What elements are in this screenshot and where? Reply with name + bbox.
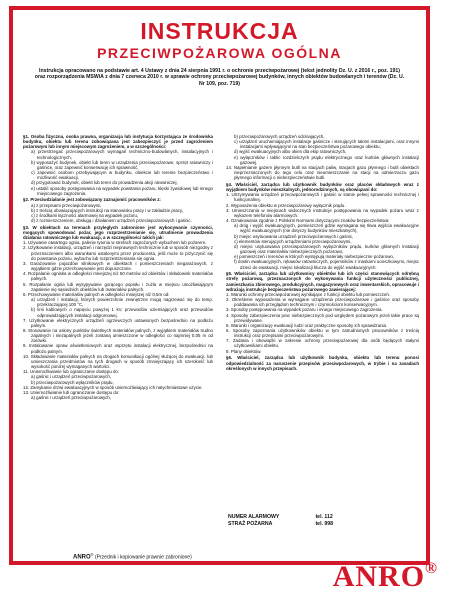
section-heading — [23, 225, 213, 240]
section-item: 9. Instalowanie opraw oświetleniowych oraz osprzętu instalacji elektrycznej, bezpośrednio na podłożu palnym. — [23, 343, 213, 354]
section-item: e) pomieszczeń i terenów w których występują materiały niebezpieczne pożarowo, — [234, 254, 395, 260]
section-item: 6. Przechowywanie materiałów palnych w odległości mniejszej niż 0,5m od: — [23, 291, 170, 297]
section-item: b) przeciwpożarowych urządzeń odcinających, — [234, 134, 325, 139]
section-item: 7. Zadania i obowiązki w zakresie ochrony przeciwpożarowej dla osób będących stałymi użytkownikami obiektu. — [226, 338, 419, 349]
section-number: §5. — [226, 271, 233, 277]
sign-footer — [73, 552, 192, 561]
section-heading — [226, 355, 419, 370]
brand-reg-mark: ® — [425, 560, 438, 577]
section-item: 1. Warunki ochrony przeciwpożarowej wynikające z funkcji obiektu lub pomieszczeń. — [226, 291, 391, 297]
section-item: 5. Warunki i organizację ewakuacji ludzi oraz praktyczne sposoby ich sprawdzania. — [226, 322, 388, 328]
phone-value: tel. 112 — [315, 514, 333, 520]
footer-logo: ANRO — [73, 554, 91, 561]
section-heading-text: Osoba fizyczna, osoba prawna, organizacja lub instytucja korzystająca ze środowiska budynku, obiektu lub terenu zobowiązana jest zabezpieczyć je przed zagrożeniem pożarowym lub innym miejscowym zagrożeniem, a w szczególności: — [23, 134, 213, 150]
section — [226, 355, 419, 370]
brand-name: ANRO — [332, 560, 426, 593]
brand-logo — [333, 560, 438, 594]
section — [23, 225, 213, 400]
sign-title: INSTRUKCJA — [140, 18, 299, 44]
phone-row-alarm — [228, 514, 333, 521]
section-heading-text: Właściciel, zarządca lub użytkownik budynku, obiektu lub terenu ponosi odpowiedzialność za naruszenie przepisów przeciwpożarowych, w trybie i na zasadach określonych w innych przepisach. — [226, 355, 419, 371]
instruction-sign — [9, 6, 430, 565]
left-column — [23, 134, 213, 402]
section-item: a) dróg i wyjść ewakuacyjnych, pomieszczeń gdzie wymagana się tkwa wyjścia ewakuacyjne wyjść ewakuacyjnych (nie dotyczy budynków mieszkalnych), — [234, 223, 419, 234]
legal-basis: Instrukcja opracowano na podstawie art. 4 Ustawy z dnia 24 sierpnia 1991 r. o ochronie przeciwpożarowej (tekst jednolity Dz. U. z 2016 r., poz. 191) oraz rozporządzenia MSWiA z dnia 7 czerwca 2010 r. w sprawie ochrony przeciwpożarowej budynków, innych obiektów budowlanych i terenów (Dz. U. Nr 109, poz. 719) — [34, 68, 405, 87]
section-item: b) linii kablowych o napięciu powyżej 1 kV, przewodów uziemiających oraz przewodów odprowadzających instalacji odgromowej. — [31, 307, 213, 318]
sign-subtitle: PRZECIWPOŻAROWA OGÓLNA — [97, 45, 342, 61]
footer-reg-mark: ® — [90, 552, 94, 557]
section-item: a) urządzeń i instalacji, których powierzchnie zewnętrzne mogą nagrzewać się do temp. przekraczającej 100 °C, — [31, 297, 213, 308]
section-heading — [23, 134, 213, 149]
footer-note: (Przednik i kopiowanie prawnie zabronione) — [95, 554, 192, 561]
section-item: 3. Sposoby postępowania na wypadek pożaru i innego miejscowego zagrożenia. — [226, 307, 383, 313]
phone-label: STRAŻ POŻARNA — [228, 521, 273, 527]
section-item: 2. Użytkowanie instalacji, urządzeń i narzędzi nieprawnych technicznie lub w sposób niezgodny z przeznaczeniem albo warunkami ustalonymi przez producenta, jeśli może to przyczynić się do powstania pożaru, wybuchu lub rozprzestrzeniania się ognia. — [23, 245, 213, 261]
section-item: 3. Garażowanie pojazdów silnikowych w obiektach i pomieszczeniach niegarażowych, z wyjątkiem gdzie przechowywanie jest dopuszczone. — [23, 260, 213, 272]
section-item: 4. Oznakowania zgodnie z Polskimi Normami dotyczącymi znaków bezpieczeństwa: — [226, 218, 390, 224]
section-item: 7. Użytkowanie elektrycznych urządzeń ogrzewczych ustawionych bezpośrednio na podłożu palnym. — [23, 317, 213, 328]
phone-label: NUMER ALARMOWY — [228, 514, 280, 520]
section-number: §3. — [23, 224, 30, 230]
section-item: c) zapewnić osobom przebywającym w budynku, obiekcie lub terenie bezpieczeństwo i możliwość ewakuacji, — [31, 170, 213, 181]
section-heading — [226, 182, 419, 192]
section-heading — [226, 271, 419, 292]
section-item: 4. Sposoby zabezpieczenia prac niebezpiecznych pod względem pożarowym jeżeli takie prace są przewidywane. — [226, 312, 419, 323]
section-item: a) gaśnic i urządzeń przeciwpożarowych, — [31, 374, 112, 380]
section-item: c) elementów sterujących urządzeniami przeciwpożarowymi, — [234, 238, 352, 244]
section-item: 14. Napełnianie gazem płynnym butli na stacjach paliw, stacjach gazu płynnego i butli obiektach nieprzeznaczonych do tego celu oraz nieumieszczanie na stacji na odmierzaczu gazu płynnego informacji o niebezpieczeństwie butli. — [226, 164, 419, 181]
section-item: 6. Sposoby zapoznania użytkowników obiektu w tym zatrudnionych pracowników z treścią instrukcji oraz przepisami przeciwpożarowymi. — [226, 327, 419, 339]
section-number: §6. — [226, 355, 233, 361]
section-item: a) przestrzegać przeciwpożarowych wymagań techniczno-budowlanych, instalacyjnych i technologicznych, — [31, 149, 213, 160]
phone-value: tel. 998 — [315, 521, 334, 527]
section-number: §1. — [23, 134, 30, 139]
section-item: 2. Wyposażenia obiektu w przeciwpożarowy wyłącznik prądu. — [226, 202, 346, 208]
section-item: d) wyjść ewakuacyjnych albo okien dla ekip ratowniczych, — [234, 149, 347, 155]
section-item: a) z przepisami przeciwpożarowymi, — [31, 202, 102, 208]
section-item: 1. Utrzymywania urządzeń przeciwpożarowych i gaśnic w stanie pełnej sprawności technicznej i funkcjonalnej. — [226, 192, 419, 203]
section — [226, 134, 419, 180]
section-item: f) dostin ewakuacyjnych, rękawów ratowniczych, pojemników z maskami ucieczkowymi, miejsc dzieci do ewakuacji, miejsc lokalizacji klucza do wyjść ewakuacyjnych. — [234, 259, 419, 270]
section-item: e) wyłączników i tablic rozdzielczych prądu elektrycznego oraz kurków głównych instalacji gazowej. — [234, 154, 419, 165]
section-item: d) przygotować budynek, obiekt lub teren do prowadzenia akcji ratowniczej, — [31, 180, 178, 186]
section-item: a) gaśnic i urządzeń przeciwpożarowych, — [31, 395, 112, 400]
section-item: 5. Rozpalanie ognia lub wysypywanie gorącego popiołu i żużla w miejscu umożliwiającym zapalenie się sąsiednich obiektów lub materiałów palnych. — [23, 281, 213, 292]
section-item: b) z treścią obowiązujących instrukcji na stanowisku pracy i w zakładzie pracy, — [31, 207, 183, 213]
section — [226, 182, 419, 270]
section-item: 13. Uniemożliwianie lub ograniczanie dostępu do: — [23, 389, 120, 395]
section-number: §2. — [23, 197, 30, 203]
section-heading-text: W obiektach na terenach przyległych zabronione jest wykonywanie czynności, mogących spowodować pożar, jego rozprzestrzenianie się, utrudnienie prowadzenia działania ratowniczego lub ewakuacji, a w szczególności takich jak: — [23, 224, 213, 241]
phone-numbers — [228, 514, 333, 528]
section-number: §4. — [226, 182, 233, 187]
section-item: e) ustalić sposoby postępowania na wypadek powstania pożaru, klęski żywiołowej lub innego miejscowego zagrożenia. — [31, 185, 213, 196]
section-item: c) urządzeń uruchamiających instalacje gaśnicze i sterujących takimi instalacjami, oraz innymi instalacjami wpływającymi na stan bezpieczeństwa pożarowego obiektu, — [234, 139, 419, 150]
section-heading-text: Właściciel, zarządca lub użytkownik budynków oraz placów składowych wraz z wyjątkiem budynków mieszkalnych, jednorodzinnych, są obowiązani do: — [226, 182, 419, 193]
section-item: 8. Stosowanie na osłony punktów świetlnych materiałów palnych, z wyjątkiem materiałów trudno zapalnych i niezapalnych jeżeli zostaną umieszczone w odległości co najmniej 0,05 m od żarówki. — [23, 327, 213, 344]
section-item: b) wyposażyć budynek, obiekt lub teren w urządzenia przeciwpożarowe, sprzęt ratowniczy i gaśnice, oraz zapewnić konserwację ich sprawność, — [31, 159, 213, 170]
section-item: 1. Używanie otwartego ognia, palenie tytoniu w strefach zagrożonych wybuchem lub pożarem. — [23, 240, 207, 246]
section-item: 10. Składowanie materiałów palnych na drogach komunikacji ogólnej służącej do ewakuacji, lub umieszczania przedmiotów na tych drogach w sposób zmniejszający ich szerokość lub wysokość poniżej wymaganych wartości. — [23, 353, 213, 370]
section-item: 2. Określenie wyposażenia w wymagane urządzenia przeciwpożarowe i gaśnice oraz sposoby poddawania ich przeglądom technicznym i czynnościom konserwacyjnym. — [226, 297, 419, 308]
section — [226, 271, 419, 354]
section-item: 11. Uniemożliwianie lub ograniczanie dostępu do: — [23, 369, 120, 375]
section — [23, 197, 213, 223]
section-heading-text: Właściciel, zarządca lub użytkownicy obiektów lub ich części stanowiących odrębną strefę pożarową, przeznaczonych do wykonywania funkcji użyteczności publicznej, zamieszkania zbiorowego, produkcyjnych, magazynowych oraz inwentarskich, opracowuje i wdrażają instrukcje bezpieczeństwa pożarowego zawierającej: — [226, 271, 419, 292]
section-item: b) przeciwpożarowych wyłączników prądu, — [31, 379, 114, 385]
section-heading-text: Przeciwdziałanie jest zobowiązany zaznajomić pracowników z: — [30, 197, 161, 203]
section-item: 8. Plany obiektów. — [226, 348, 262, 354]
section-item: c) z środkami łączności alarmowej na wypadek pożaru, — [31, 212, 139, 218]
right-column — [226, 134, 419, 372]
section — [23, 134, 213, 196]
section-item: b) miejsc usytuowania urządzeń przeciwpożarowych i gaśnic, — [234, 233, 354, 239]
section-item: 4. Rozpalanie ogniska w odległości mniejszej niż 50 metrów od obiektów i składowisk materiałów palnych. — [23, 271, 213, 282]
section-item: d) z rozmieszczeniem, obsługą i działaniem urządzeń przeciwpożarowych i gaśnic. — [31, 218, 192, 224]
section-item: d) miejsc usytuowania przeciwpożarowych wyłączników prądu, kurków głównych instalacji gazowej oraz materiałów niebezpiecznych pożarowo, — [234, 243, 419, 255]
section-item: 3. Umieszczania w miejscach widocznych instrukcje postępowania na wypadek pożaru wraz z wykazem telefonów alarmowych. — [226, 207, 419, 218]
phone-row-fire — [228, 521, 333, 528]
section-item: 12. Zamykanie drzwi ewakuacyjnych w sposób uniemożliwiający ich natychmiastowe użycie. — [23, 384, 203, 390]
